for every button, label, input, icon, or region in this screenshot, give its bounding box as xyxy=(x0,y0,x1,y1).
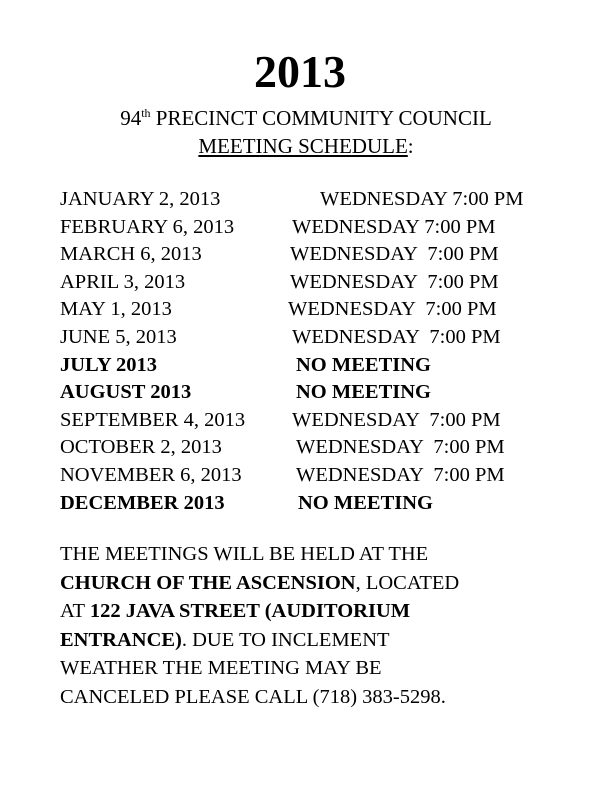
meeting-time: WEDNESDAY 7:00 PM xyxy=(292,408,501,431)
document-year-title: 2013 xyxy=(254,46,346,97)
organization-name xyxy=(0,104,600,132)
meeting-time: NO MEETING xyxy=(298,491,433,514)
meeting-notice xyxy=(60,540,580,711)
meeting-date: FEBRUARY 6, 2013 xyxy=(60,215,235,238)
meeting-date: JUNE 5, 2013 xyxy=(60,325,177,348)
meeting-time: WEDNESDAY 7:00 PM xyxy=(290,270,499,293)
meeting-time: WEDNESDAY 7:00 PM xyxy=(292,215,496,238)
notice-line-5: WEATHER THE MEETING MAY BE xyxy=(60,657,382,679)
notice-line-3-pre: AT xyxy=(60,600,90,622)
venue-address: 122 JAVA STREET (AUDITORIUM xyxy=(89,600,411,622)
meeting-time: WEDNESDAY 7:00 PM xyxy=(290,243,499,266)
schedule-row xyxy=(60,462,560,490)
meeting-date: MAY 1, 2013 xyxy=(60,298,172,321)
schedule-row xyxy=(60,379,560,407)
meeting-date: SEPTEMBER 4, 2013 xyxy=(60,408,246,431)
precinct-number: 94 xyxy=(120,106,142,130)
meeting-time: WEDNESDAY 7:00 PM xyxy=(296,436,505,459)
schedule-row xyxy=(60,407,560,435)
meeting-time: NO MEETING xyxy=(296,381,431,404)
notice-line-6: CANCELED PLEASE CALL (718) 383-5298. xyxy=(60,685,446,708)
precinct-ordinal: th xyxy=(141,106,151,120)
schedule-row xyxy=(60,214,560,242)
schedule-row xyxy=(60,186,560,214)
meeting-date: MARCH 6, 2013 xyxy=(60,243,202,266)
organization-name-rest: PRECINCT COMMUNITY COUNCIL xyxy=(150,106,492,130)
schedule-row xyxy=(60,490,560,518)
schedule-row xyxy=(60,269,560,297)
notice-line-2 xyxy=(60,569,580,598)
venue-entrance: ENTRANCE) xyxy=(60,628,182,651)
schedule-heading-colon: : xyxy=(407,134,414,158)
meeting-time: WEDNESDAY 7:00 PM xyxy=(296,463,505,486)
meeting-date: AUGUST 2013 xyxy=(60,381,192,404)
notice-line-4 xyxy=(60,626,580,655)
notice-line-4-rest: . DUE TO INCLEMENT xyxy=(181,628,390,651)
schedule-row xyxy=(60,434,560,462)
meeting-date: APRIL 3, 2013 xyxy=(60,270,186,293)
notice-line-2-rest: , LOCATED xyxy=(355,571,460,594)
schedule-heading xyxy=(0,132,600,160)
meeting-time: NO MEETING xyxy=(296,353,431,376)
schedule-row xyxy=(60,352,560,380)
meeting-date: DECEMBER 2013 xyxy=(60,491,225,514)
meeting-time: WEDNESDAY 7:00 PM xyxy=(292,325,501,348)
notice-line-1: THE MEETINGS WILL BE HELD AT THE xyxy=(60,543,429,565)
meeting-time: WEDNESDAY 7:00 PM xyxy=(288,298,497,321)
meeting-schedule-list xyxy=(60,186,560,517)
schedule-row xyxy=(60,241,560,269)
meeting-time: WEDNESDAY 7:00 PM xyxy=(320,188,524,210)
schedule-row xyxy=(60,296,560,324)
meeting-date: OCTOBER 2, 2013 xyxy=(60,436,222,459)
meeting-date: JULY 2013 xyxy=(60,353,158,376)
venue-name: CHURCH OF THE ASCENSION xyxy=(60,571,356,594)
schedule-row xyxy=(60,324,560,352)
meeting-date: NOVEMBER 6, 2013 xyxy=(60,463,242,486)
notice-line-3 xyxy=(60,597,580,626)
meeting-date: JANUARY 2, 2013 xyxy=(60,188,221,210)
schedule-heading-label: MEETING SCHEDULE xyxy=(198,134,408,158)
